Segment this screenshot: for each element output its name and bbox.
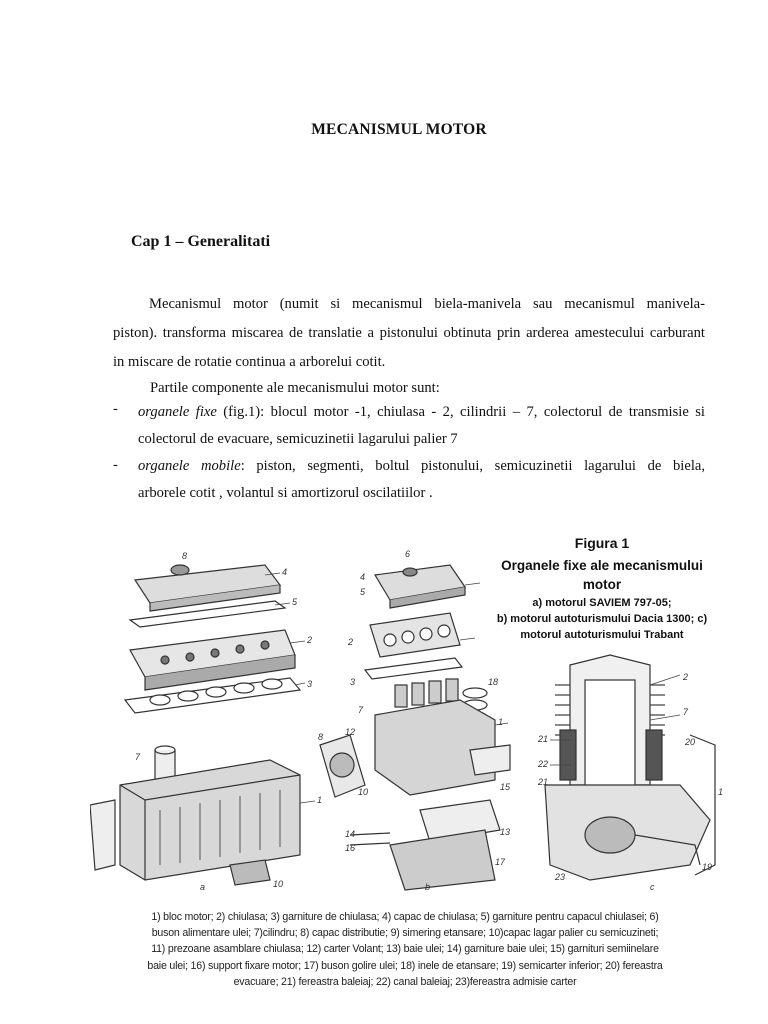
bullet-mobile-line-1 xyxy=(138,452,705,481)
svg-text:20: 20 xyxy=(685,737,696,747)
legend-line-2: buson alimentare ulei; 7)cilindru; 8) capac distributie; 9) simering etansare; 10)capac lagar palier cu semicuzineti; xyxy=(151,927,659,940)
svg-text:5: 5 xyxy=(292,597,298,607)
svg-text:2: 2 xyxy=(348,637,354,647)
svg-text:8: 8 xyxy=(182,551,188,561)
intro-line-3: in miscare de rotatie continua a arborelui cotit. xyxy=(113,354,386,370)
figure-sub-b: b) motorul autoturismului Dacia 1300; c) xyxy=(496,613,708,625)
components-intro: Partile componente ale mecanismului motor sunt: xyxy=(150,380,440,396)
legend-line-1: 1) bloc motor; 2) chiulasa; 3) garniture de chiulasa; 4) capac de chiulasa; 5) garniture pentru capacul chiulasei; 6) xyxy=(151,911,659,923)
svg-text:13: 13 xyxy=(500,827,511,837)
svg-text:1: 1 xyxy=(718,787,724,797)
bullet-dash: - xyxy=(113,457,118,473)
bullet-text: : piston, segmenti, boltul pistonului, semicuzinetii lagarului de biela, xyxy=(240,458,706,474)
figure-label: Figura 1 xyxy=(574,535,630,551)
bullet-fixed-line-1 xyxy=(138,398,705,427)
legend-line-5: evacuare; 21) fereastra baleiaj; 22) canal baleiaj; 23)fereastra admisie carter xyxy=(233,975,577,988)
svg-text:c: c xyxy=(650,882,655,892)
intro-line-1: Mecanismul motor (numit si mecanismul biela-manivela sau mecanismul manivela- xyxy=(149,296,705,312)
svg-text:b: b xyxy=(425,882,431,892)
svg-text:3: 3 xyxy=(307,679,313,689)
figure-sub-a: a) motorul SAVIEM 797-05; xyxy=(532,597,672,609)
svg-text:17: 17 xyxy=(495,857,506,867)
svg-text:21: 21 xyxy=(538,777,549,787)
svg-text:2: 2 xyxy=(307,635,313,645)
svg-text:5: 5 xyxy=(360,587,366,597)
engine-drawing xyxy=(90,545,730,895)
view-c-trabant-section xyxy=(545,655,715,880)
svg-text:18: 18 xyxy=(488,677,499,687)
legend-line-3: 11) prezoane asamblare chiulasa; 12) carter Volant; 13) baie ulei; 14) garniture baie ulei; 15) garnituri semiinelare xyxy=(151,943,659,956)
page-title: MECANISMUL MOTOR xyxy=(311,121,487,138)
intro-line-2: piston). transforma miscarea de translatie a pistonului obtinuta prin arderea amestecului carburant xyxy=(113,325,705,341)
svg-text:21: 21 xyxy=(538,734,549,744)
svg-text:7: 7 xyxy=(683,707,689,717)
svg-text:6: 6 xyxy=(405,549,411,559)
svg-text:a: a xyxy=(200,882,206,892)
svg-text:10: 10 xyxy=(358,787,369,797)
figure-title-line-2: motor xyxy=(582,577,622,592)
bullet-term: organele mobile xyxy=(138,458,241,474)
bullet-mobile-line-2: arborele cotit , volantul si amortizorul oscilatiilor . xyxy=(138,485,433,501)
view-a-saviem-engine xyxy=(90,565,300,885)
svg-text:23: 23 xyxy=(555,872,566,882)
svg-text:22: 22 xyxy=(538,759,549,769)
svg-text:2: 2 xyxy=(683,672,689,682)
bullet-fixed-line-2: colectorul de evacuare, semicuzinetii lagarului palier 7 xyxy=(138,431,458,447)
svg-text:7: 7 xyxy=(135,752,141,762)
svg-text:8: 8 xyxy=(318,732,324,742)
svg-text:16: 16 xyxy=(345,843,356,853)
svg-text:19: 19 xyxy=(702,862,713,872)
figure-title-line-1: Organele fixe ale mecanismului xyxy=(501,558,703,573)
svg-text:10: 10 xyxy=(273,879,284,889)
legend-line-4: baie ulei; 16) support fixare motor; 17) buson golire ulei; 18) inele de etansare; 19) semicarter inferior; 20) fereastra xyxy=(147,959,663,972)
bullet-text: (fig.1): blocul motor -1, chiulasa - 2, cilindrii – 7, colectorul de transmisie si xyxy=(216,404,705,420)
svg-text:15: 15 xyxy=(500,782,511,792)
svg-text:1: 1 xyxy=(317,795,323,805)
bullet-term: organele fixe xyxy=(138,404,217,420)
svg-text:1: 1 xyxy=(498,717,504,727)
svg-text:12: 12 xyxy=(345,727,356,737)
figure-sub-c: motorul autoturismului Trabant xyxy=(520,629,684,641)
figure-legend xyxy=(90,909,720,990)
svg-text:14: 14 xyxy=(345,829,356,839)
svg-text:4: 4 xyxy=(360,572,366,582)
svg-text:7: 7 xyxy=(358,705,364,715)
svg-text:4: 4 xyxy=(282,567,288,577)
svg-text:3: 3 xyxy=(350,677,356,687)
chapter-heading: Cap 1 – Generalitati xyxy=(131,233,271,250)
bullet-dash: - xyxy=(113,401,118,417)
